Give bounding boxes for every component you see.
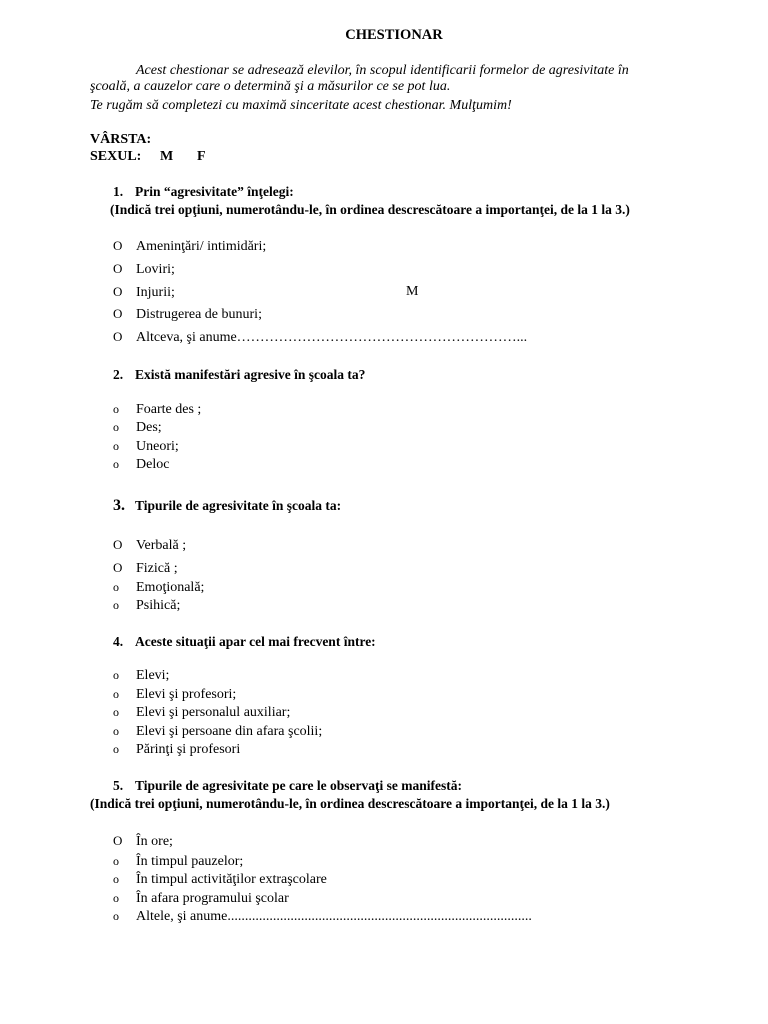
option-label: Emoţională; xyxy=(136,580,205,595)
list-item xyxy=(113,537,186,554)
question-number: 2. xyxy=(113,367,124,382)
option-label: Distrugerea de bunuri; xyxy=(136,307,262,322)
option-label: Elevi; xyxy=(136,668,170,683)
question-3 xyxy=(113,497,341,515)
question-2 xyxy=(113,367,365,383)
question-number: 4. xyxy=(113,634,124,649)
list-item xyxy=(113,598,180,614)
option-label: Des; xyxy=(136,420,162,435)
small-bullet-icon: o xyxy=(113,598,119,612)
option-label: Altele, şi anume....................................................................................... xyxy=(136,909,532,924)
list-item xyxy=(113,580,204,596)
question-4 xyxy=(113,634,376,650)
list-item xyxy=(113,872,327,888)
circle-bullet-icon: O xyxy=(113,329,123,344)
intro-line-3: Te rugăm să completezi cu maximă sinceritate acest chestionar. Mulţumim! xyxy=(90,98,512,113)
small-bullet-icon: o xyxy=(113,457,119,471)
option-label: Ameninţări/ intimidări; xyxy=(136,239,267,254)
question-number: 5. xyxy=(113,778,124,793)
question-1-instruction: (Indică trei opţiuni, numerotându-le, în ordinea descrescătoare a importanţei, de la 1 la 3.) xyxy=(110,202,630,217)
list-item xyxy=(113,420,162,436)
circle-bullet-icon: O xyxy=(113,560,123,575)
circle-bullet-icon: O xyxy=(113,284,123,299)
list-item xyxy=(113,742,240,758)
option-label: Loviri; xyxy=(136,262,175,277)
small-bullet-icon: o xyxy=(113,668,119,682)
option-label: Altceva, şi anume……………………………………………………... xyxy=(136,330,528,345)
small-bullet-icon: o xyxy=(113,439,119,453)
list-item xyxy=(113,329,527,346)
list-item xyxy=(113,439,179,455)
option-label: În timpul pauzelor; xyxy=(136,854,244,869)
list-item xyxy=(113,457,169,473)
option-label: În afara programului şcolar xyxy=(136,891,289,906)
list-item xyxy=(113,833,173,850)
page-title: CHESTIONAR xyxy=(345,27,443,43)
small-bullet-icon: o xyxy=(113,420,119,434)
option-label: Elevi şi persoane din afara şcolii; xyxy=(136,724,323,739)
option-label: Psihică; xyxy=(136,598,181,613)
age-label: VÂRSTA: xyxy=(90,132,152,147)
question-5-instruction: (Indică trei opţiuni, numerotându-le, în ordinea descrescătoare a importanţei, de la 1 la 3.) xyxy=(90,796,610,811)
circle-bullet-icon: O xyxy=(113,833,123,848)
list-item xyxy=(113,402,201,418)
question-text: Tipurile de agresivitate în şcoala ta: xyxy=(135,498,342,513)
list-item xyxy=(113,909,532,925)
list-item xyxy=(113,306,262,323)
sex-option-m: M xyxy=(160,149,174,164)
list-item xyxy=(113,854,243,870)
intro-line-2: şcoală, a cauzelor care o determină şi a măsurilor ce se pot lua. xyxy=(90,79,451,94)
circle-bullet-icon: O xyxy=(113,261,123,276)
small-bullet-icon: o xyxy=(113,742,119,756)
question-text: Tipurile de agresivitate pe care le observaţi se manifestă: xyxy=(135,778,462,793)
option-label: Verbală ; xyxy=(136,538,187,553)
question-text: Aceste situaţii apar cel mai frecvent între: xyxy=(135,634,376,649)
list-item xyxy=(113,724,322,740)
question-text: Prin “agresivitate” înţelegi: xyxy=(135,184,294,199)
sex-option-f: F xyxy=(197,149,206,164)
sex-label: SEXUL: xyxy=(90,149,142,164)
option-label: Elevi şi profesori; xyxy=(136,687,237,702)
option-label: Uneori; xyxy=(136,439,179,454)
list-item xyxy=(113,891,289,907)
small-bullet-icon: o xyxy=(113,872,119,886)
list-item xyxy=(113,668,169,684)
option-label: În timpul activităţilor extraşcolare xyxy=(136,872,327,887)
option-label: Elevi şi personalul auxiliar; xyxy=(136,705,291,720)
question-number: 3. xyxy=(113,497,125,514)
small-bullet-icon: o xyxy=(113,891,119,905)
small-bullet-icon: o xyxy=(113,705,119,719)
circle-bullet-icon: O xyxy=(113,306,123,321)
option-label: Deloc xyxy=(136,457,170,472)
list-item xyxy=(113,560,178,577)
circle-bullet-icon: O xyxy=(113,238,123,253)
list-item xyxy=(113,238,266,255)
small-bullet-icon: o xyxy=(113,687,119,701)
small-bullet-icon: o xyxy=(113,854,119,868)
question-5 xyxy=(113,778,462,794)
small-bullet-icon: o xyxy=(113,724,119,738)
list-item xyxy=(113,284,175,301)
small-bullet-icon: o xyxy=(113,402,119,416)
circle-bullet-icon: O xyxy=(113,537,123,552)
option-label: Fizică ; xyxy=(136,561,178,576)
small-bullet-icon: o xyxy=(113,909,119,923)
list-item xyxy=(113,705,290,721)
stray-mark: M xyxy=(406,284,419,299)
list-item xyxy=(113,261,175,278)
question-text: Există manifestări agresive în şcoala ta? xyxy=(135,367,366,382)
list-item xyxy=(113,687,236,703)
option-label: Părinţi şi profesori xyxy=(136,742,241,757)
question-number: 1. xyxy=(113,184,124,199)
option-label: Foarte des ; xyxy=(136,402,202,417)
intro-line-1: Acest chestionar se adresează elevilor, în scopul identificarii formelor de agresivitate în xyxy=(136,63,629,78)
small-bullet-icon: o xyxy=(113,580,119,594)
option-label: În ore; xyxy=(136,834,173,849)
option-label: Injurii; xyxy=(136,285,175,300)
question-1 xyxy=(113,184,294,200)
